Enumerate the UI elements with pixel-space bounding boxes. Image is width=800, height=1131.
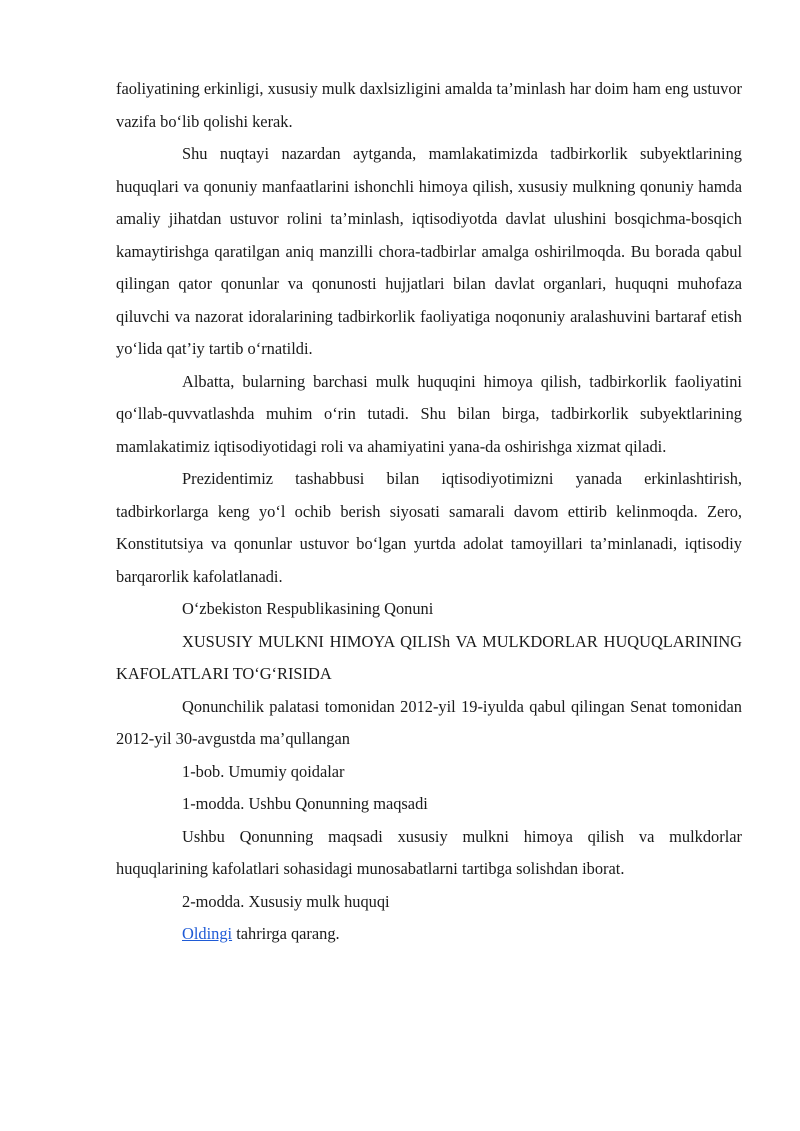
previous-edition-suffix: tahrirga qarang. [232, 924, 340, 943]
adoption-note: Qonunchilik palatasi tomonidan 2012-yil 19-iyulda qabul qilingan Senat tomonidan 2012-yil 30-avgustda ma’qullangan [116, 696, 742, 748]
chapter-heading: 1-bob. Umumiy qoidalar [182, 761, 345, 781]
previous-edition-link[interactable]: Oldingi [182, 924, 233, 943]
law-title: XUSUSIY MULKNI HIMOYA QILISh VA MULKDORLAR HUQUQLARINING KAFOLATLARI TO‘G‘RISIDA [116, 631, 742, 683]
intro-paragraph: faoliyatining erkinligi, xususiy mulk daxlsizligini amalda ta’minlash har doim ham eng ustuvor vazifa bo‘lib qolishi kerak. [116, 79, 742, 131]
article-2-heading: 2-modda. Xususiy mulk huquqi [182, 891, 390, 911]
previous-edition-note [116, 918, 742, 951]
law-source: O‘zbekiston Respublikasining Qonuni [182, 599, 434, 618]
article-1-text: Ushbu Qonunning maqsadi xususiy mulkni himoya qilish va mulkdorlar huquqlarining kafolatlari sohasidagi munosabatlarni tartibga solishdan iborat. [116, 826, 742, 878]
paragraph-3: Prezidentimiz tashabbusi bilan iqtisodiyotimizni yanada erkinlashtirish, tadbirkorlarga keng yo‘l ochib berish siyosati samarali davom ettirib kelinmoqda. Zero, Konstitutsiya va qonunlar ustuvor bo‘lgan yurtda adolat tamoyillari ta’minlanadi, iqtisodiy barqarorlik kafolatlanadi. [116, 469, 742, 586]
document-page [116, 73, 742, 951]
paragraph-1: Shu nuqtayi nazardan aytganda, mamlakatimizda tadbirkorlik subyektlarining huquqlari va qonuniy manfaatlarini ishonchli himoya qilish, xususiy mulkning qonuniy hamda amaliy jihatdan ustuvor rolini ta’minlash, iqtisodiyotda davlat ulushini bosqichma-bosqich kamaytirishga qaratilgan aniq manzilli chora-tadbirlar amalga oshirilmoqda. Bu borada qabul qilingan qator qonunlar va qonunosti hujjatlari bilan davlat organlari, huquqni muhofaza qiluvchi va nazorat idoralarining tadbirkorlik faoliyatiga noqonuniy aralashuvini bartaraf etish yo‘lida qat’iy tartib o‘rnatildi. [116, 144, 742, 358]
paragraph-2: Albatta, bularning barchasi mulk huquqini himoya qilish, tadbirkorlik faoliyatini qo‘llab-quvvatlashda muhim o‘rin tutadi. Shu bilan birga, tadbirkorlik subyektlarining mamlakatimiz iqtisodiyotidagi roli va ahamiyatini yana-da oshirishga xizmat qiladi. [116, 371, 742, 456]
article-1-heading: 1-modda. Ushbu Qonunning maqsadi [182, 794, 428, 813]
